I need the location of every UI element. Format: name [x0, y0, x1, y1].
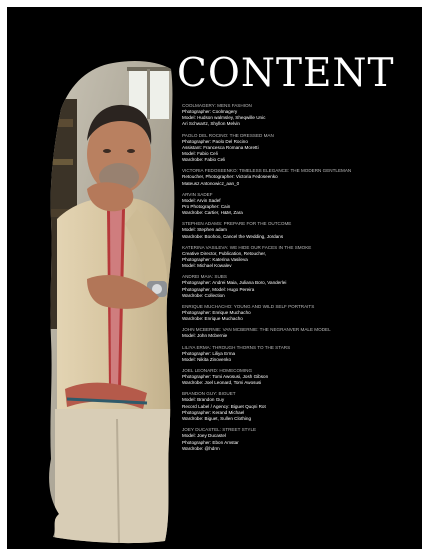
contents-entry	[182, 327, 417, 339]
entry-credit: Model: Hudson walmsley, Sheqwille Unic	[182, 115, 266, 121]
entry-credit: Photographer: Tomi Awosusi, Josh Gibson	[182, 374, 269, 380]
contents-entry	[182, 345, 417, 363]
entry-credit: Wardrobe: Enrique Muchacho	[182, 316, 243, 322]
entry-credit: Photographer: Coolmagery	[182, 109, 238, 114]
contents-entry	[182, 245, 417, 270]
entry-credit: Mateusz Antonowicz_aan_0	[182, 180, 240, 186]
entry-credit: Model: Michael Kowalev	[182, 263, 232, 269]
contents-entry	[182, 192, 417, 217]
entry-heading: ENRIQUE MUCHACHO: YOUNG AND WILD SELF PORTRAITS	[182, 304, 315, 310]
entry-heading: KATERINA VASILEVA: WE HIDE OUR FACES IN THE SMOKE	[182, 244, 312, 250]
entry-heading: JOHN MCBERNIE: VAN MCBERNIE: THE NEGRANVER MALE MODEL	[182, 327, 331, 333]
entry-credit: Photographer: Paolo Del Rocino	[182, 138, 248, 144]
entry-credit: Record Label / Agency: Biguet Quqni Rot	[182, 403, 266, 409]
entry-credit: Wardrobe: Fabio Celi	[182, 157, 226, 163]
entry-heading: STEPHEN ADAMS: PREPARE FOR THE OUTCOME	[182, 221, 292, 227]
entry-credit: Model: Fabio Celi	[182, 151, 218, 157]
entry-credit: Photographer: Kerand Michael	[182, 409, 245, 415]
entry-heading: JOEY DUCASTEL: STREET STYLE	[182, 427, 257, 433]
contents-entry	[182, 103, 417, 128]
entry-credit: Assistant: Francesca Romana Moretti	[182, 144, 259, 150]
contents-entry	[182, 221, 417, 239]
entry-credit: Photographer, Model: Hugo Pereira	[182, 286, 255, 292]
entry-credit: Model: Brandon Guy	[182, 397, 225, 403]
entry-credit: Photographer: Ebon Amstar	[182, 439, 239, 445]
entry-credit: Model: Arvin Sadef	[182, 197, 221, 203]
entry-credit: Wardrobe: Boohoo, Cancel the Wedding, Jordans	[182, 233, 284, 239]
contents-entry	[182, 391, 417, 422]
entry-credit: Wardrobe: Cartier, H&M, Zara	[182, 210, 243, 216]
magazine-page	[7, 7, 422, 549]
contents-entry	[182, 368, 417, 386]
entry-credit: Wardrobe: Biguet, Sullen Clothing	[182, 416, 252, 422]
entry-credit: Ari Schwartz, Shyllon Melvin	[182, 121, 240, 127]
contents-list	[182, 103, 417, 457]
entry-credit: Photographer: Andrei Maia, Juliana Boro, Vanderlei	[182, 280, 287, 286]
entry-credit: Wardrobe: @hdrm	[182, 445, 220, 451]
entry-heading: LILIYA ERMA: THROUGH THORNS TO THE STARS	[182, 344, 291, 350]
contents-entry	[182, 304, 417, 322]
entry-credit: Wardrobe: Joel Leonard, Tomi Awosusi	[182, 380, 262, 386]
entry-heading: BRANDON GUY: BIGUET	[182, 391, 236, 397]
entry-heading: ARVIN SADEF	[182, 191, 213, 197]
entry-credit: Pro Photographer: Cain	[182, 204, 231, 210]
entry-credit: Retoucher, Photographer: Victoria Fedoseenko	[182, 174, 278, 180]
entry-credit: Model: Stephen adam	[182, 227, 227, 233]
entry-heading: PAOLO DEL ROCINO: THE DRESSED MAN	[182, 132, 274, 138]
contents-entry	[182, 427, 417, 452]
contents-entry	[182, 133, 417, 164]
page-title: CONTENT	[177, 51, 395, 96]
contents-entry	[182, 274, 417, 299]
cover-photo	[47, 59, 181, 544]
entry-heading: VICTORIA FEDOSEENKO: TIMELESS ELEGANCE: THE MODERN GENTLEMAN	[182, 168, 352, 174]
entry-heading: ANDREI MAIA: SUBS	[182, 274, 227, 280]
entry-credit: Photographer: Katerina Vasileva	[182, 257, 248, 263]
entry-credit: Photographer: Liliya Erma	[182, 350, 236, 356]
entry-credit: Creative Director, Publication, Retoucher,	[182, 250, 267, 256]
entry-credit: Photographer: Enrique Muchacho	[182, 310, 251, 316]
entry-credit: Model: Nikita Zinovenko	[182, 356, 232, 362]
entry-heading: COOLMAGERY: MENS FASHION	[182, 103, 252, 108]
entry-credit: Wardrobe: Collection	[182, 292, 225, 298]
contents-entry	[182, 168, 417, 186]
entry-heading: JOEL LEONARD: HOMECOMING	[182, 368, 253, 374]
entry-credit: Model: John Mcbernie	[182, 333, 228, 339]
entry-credit: Model: Joey Ducastel	[182, 433, 226, 439]
